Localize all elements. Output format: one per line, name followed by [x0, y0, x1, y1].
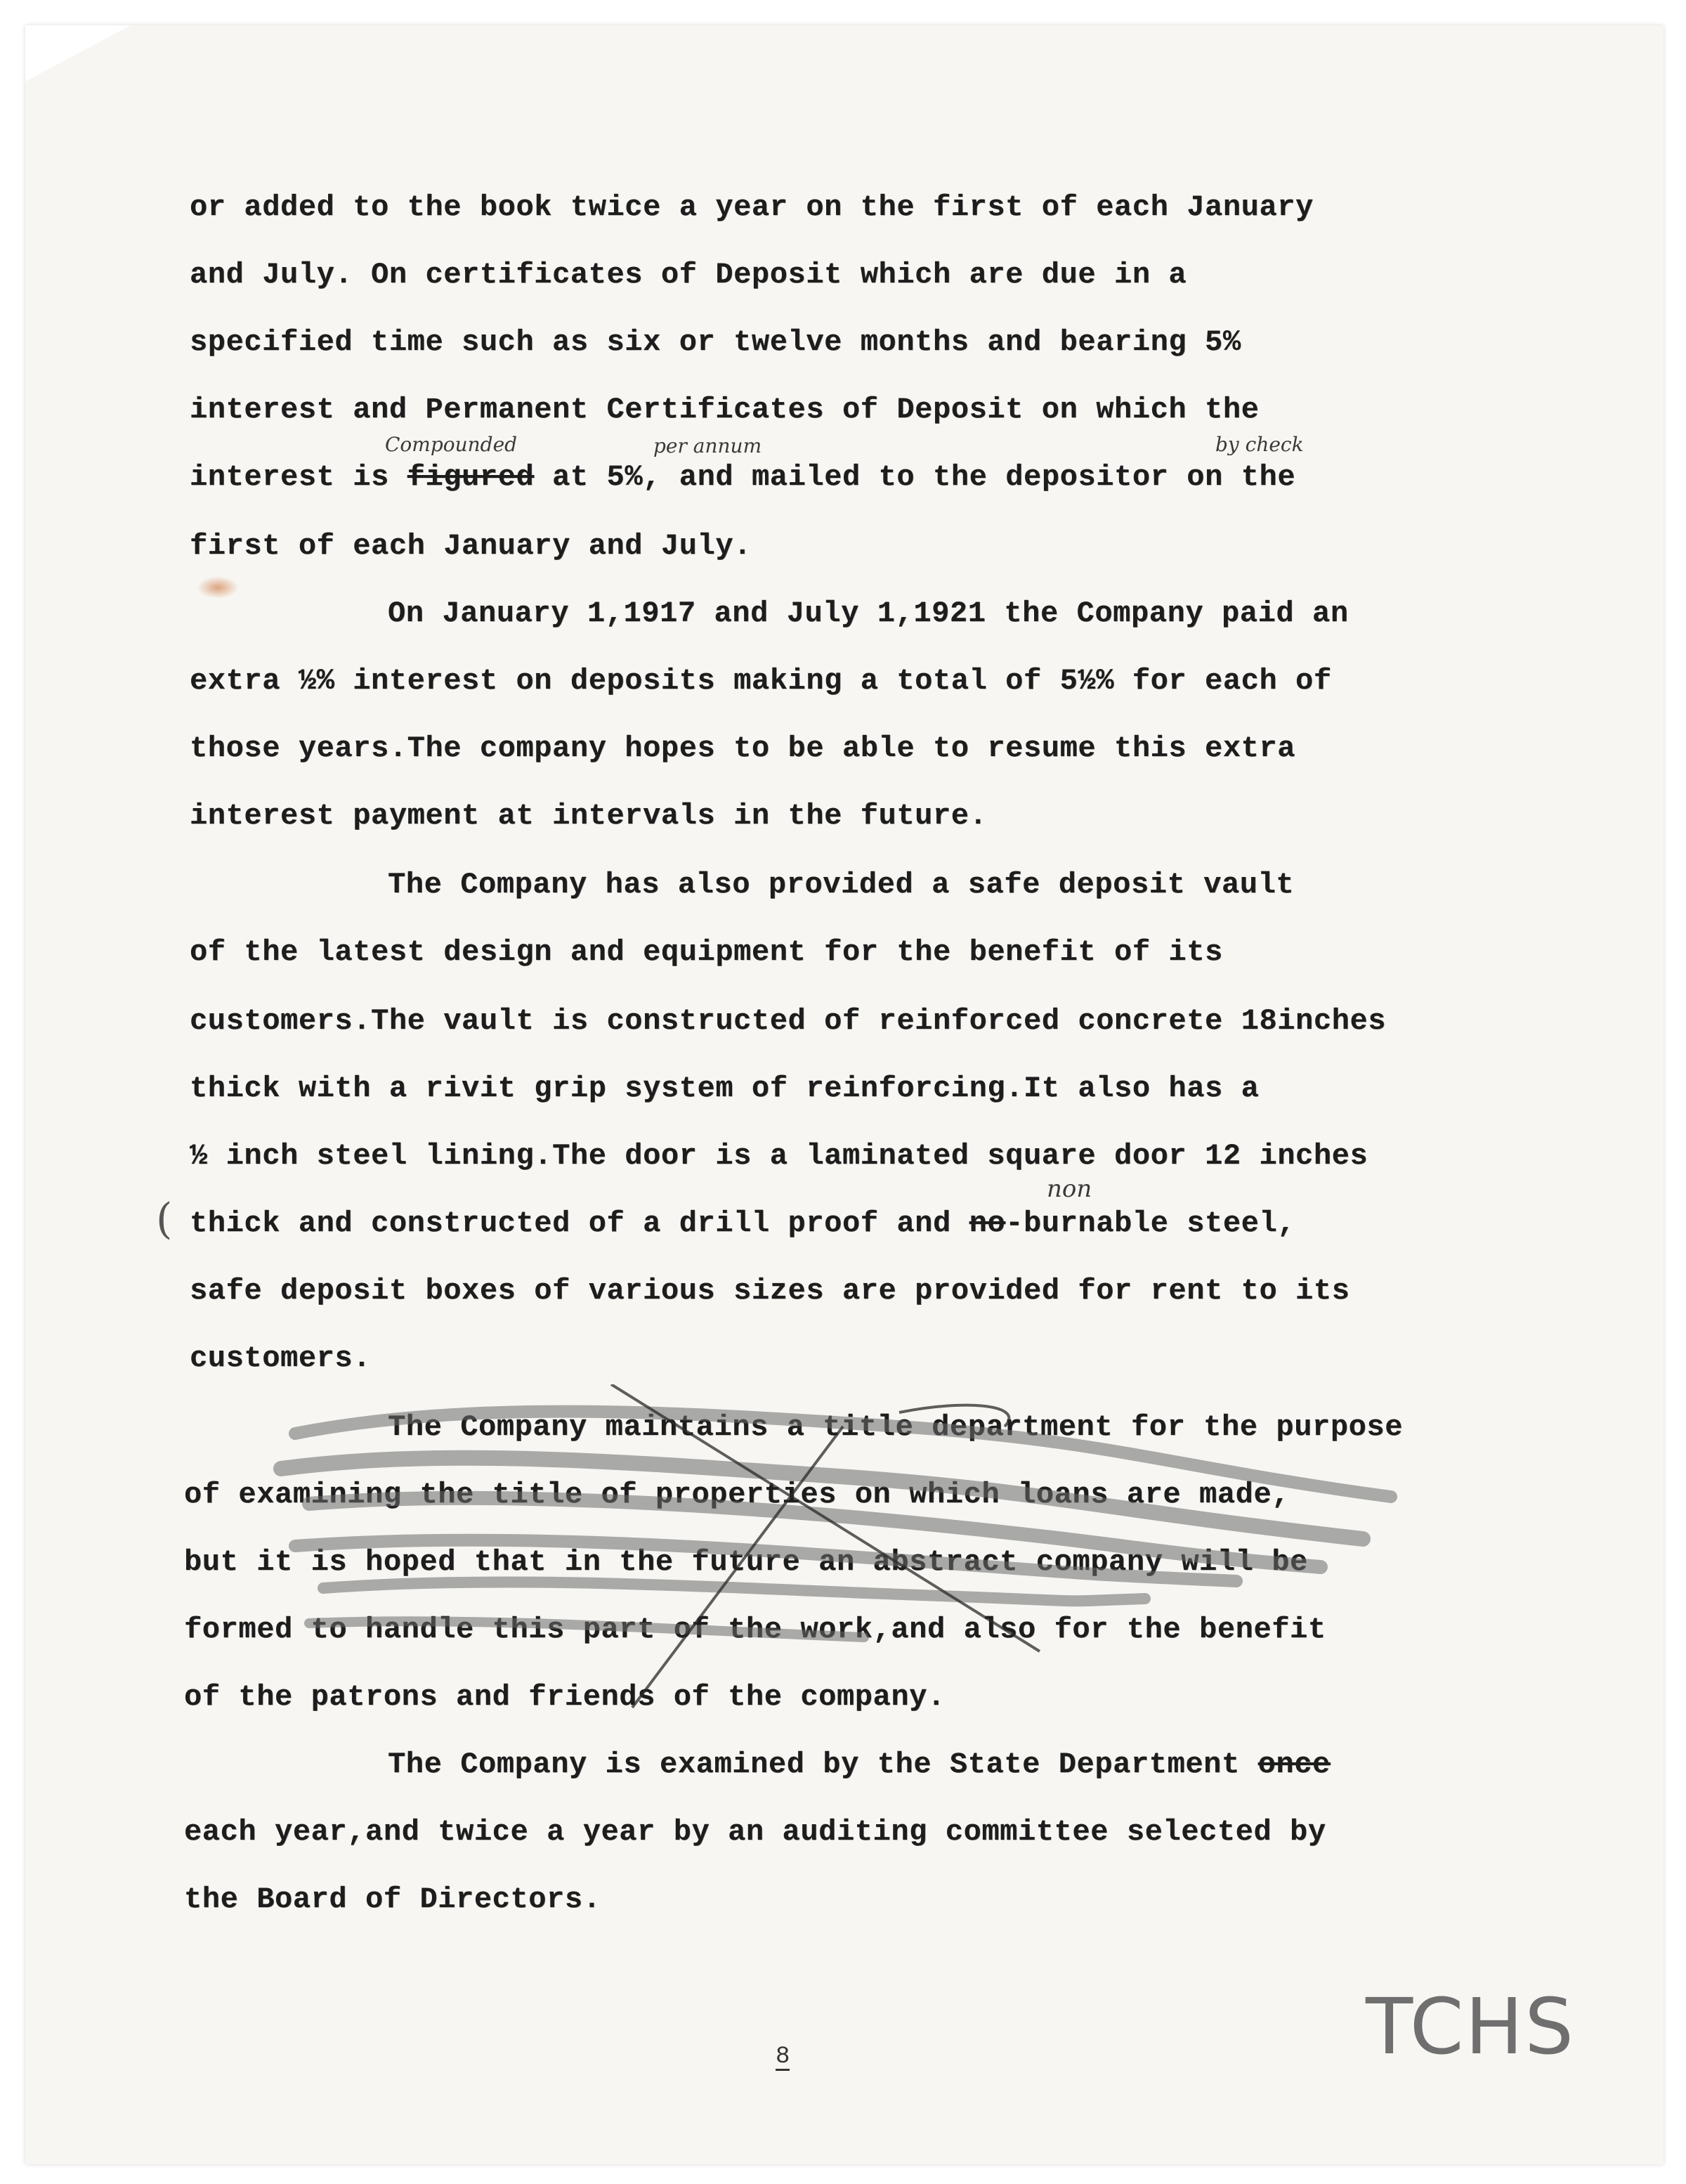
text-line-18: customers. — [190, 1341, 372, 1375]
handwritten-per-annum: per annum — [653, 434, 762, 457]
handwritten-by-check: by check — [1215, 433, 1304, 456]
margin-bracket-mark: ( — [156, 1195, 173, 1244]
text-line-3: specified time such as six or twelve months and bearing 5% — [190, 325, 1241, 359]
text-line-4: interest and Permanent Certificates of Deposit on which the — [190, 393, 1260, 427]
text-line-9: those years.The company hopes to be able to resume this extra — [190, 732, 1296, 765]
text-line-14: thick with a rivit grip system of reinforcing.It also has a — [190, 1072, 1260, 1105]
text-line-7: On January 1,1917 and July 1,1921 the Company paid an — [388, 597, 1349, 630]
text-line-13: customers.The vault is constructed of reinforced concrete 18inches — [190, 1004, 1387, 1038]
text-line-26: the Board of Directors. — [184, 1883, 601, 1916]
text-line-5c: and mailed to the depositor — [679, 460, 1169, 494]
text-line-17: safe deposit boxes of various sizes are provided for rent to its — [190, 1274, 1350, 1308]
text-line-24 — [388, 1747, 1331, 1782]
text-line-25: each year,and twice a year by an auditing committee selected by — [184, 1815, 1326, 1849]
text-line-1: or added to the book twice a year on the first of each January — [190, 190, 1314, 224]
text-line-20: of examining the title of properties on which loans are made, — [184, 1478, 1290, 1512]
text-line-8: extra ½% interest on deposits making a total of 5½% for each of — [190, 664, 1332, 698]
text-line-15: ½ inch steel lining.The door is a laminated square door 12 inches — [190, 1139, 1368, 1173]
text-line-21: but it is hoped that in the future an abstract company will be — [184, 1545, 1308, 1579]
handwritten-compounded: Compounded — [385, 433, 518, 456]
text-line-19: The Company maintains a title department for the purpose — [388, 1410, 1404, 1444]
text-line-24a: The Company is examined by the State Department — [388, 1748, 1240, 1781]
text-line-16b: -burnable steel, — [1005, 1207, 1296, 1240]
text-line-5a: interest is — [190, 460, 389, 494]
struck-word-figured: figured — [407, 460, 535, 494]
handwritten-non: non — [1047, 1175, 1092, 1203]
text-line-23: of the patrons and friends of the company. — [184, 1680, 946, 1714]
text-line-22: formed to handle this part of the work,and also for the benefit — [184, 1613, 1326, 1646]
text-line-2: and July. On certificates of Deposit which are due in a — [190, 258, 1187, 292]
text-line-11: The Company has also provided a safe deposit vault — [388, 868, 1295, 902]
text-line-5d: on the — [1187, 460, 1296, 494]
text-line-12: of the latest design and equipment for the benefit of its — [190, 935, 1223, 969]
struck-word-once: once — [1257, 1748, 1331, 1781]
text-line-16 — [190, 1206, 1295, 1241]
text-line-6: first of each January and July. — [190, 529, 752, 563]
text-line-10: interest payment at intervals in the future. — [190, 799, 988, 833]
text-line-16a: thick and constructed of a drill proof and — [190, 1207, 951, 1240]
paper-stain — [197, 576, 239, 599]
text-line-5b: at 5% — [552, 460, 643, 494]
tchs-watermark: TCHS — [1366, 1982, 1576, 2072]
page-number: 8 — [776, 2043, 790, 2070]
folded-corner — [25, 25, 131, 82]
text-line-5: interest is figured at 5%, and mailed to the depositor on the — [190, 460, 1296, 494]
struck-word-no: no — [969, 1207, 1006, 1240]
